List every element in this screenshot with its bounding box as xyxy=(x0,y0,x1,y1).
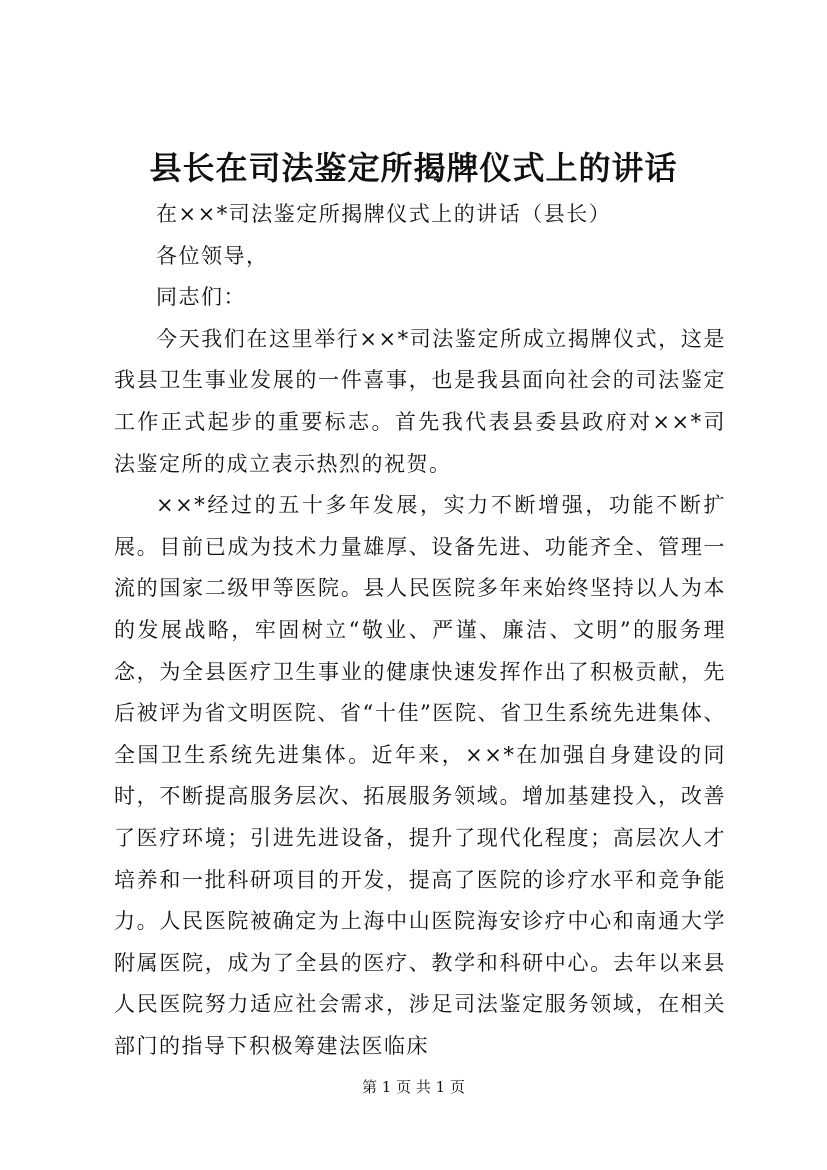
page-number-footer: 第 1 页 共 1 页 xyxy=(362,1078,465,1096)
document-body xyxy=(114,194,726,1067)
paragraph-heading-line: 在××*司法鉴定所揭牌仪式上的讲话（县长） xyxy=(156,202,612,226)
paragraph-salutation-2: 同志们： xyxy=(156,285,246,310)
paragraph-salutation-1: 各位领导， xyxy=(156,243,269,268)
document-title: 县长在司法鉴定所揭牌仪式上的讲话 xyxy=(149,149,678,187)
paragraph-hospital-history: ××*经过的五十多年发展，实力不断增强，功能不断扩展。目前已成为技术力量雄厚、设备先进、功能齐全、管理一流的国家二级甲等医院。县人民医院多年来始终坚持以人为本的发展战略，牢固树立“敬业、严谨、廉洁、文明”的服务理念，为全县医疗卫生事业的健康快速发挥作出了积极贡献，先后被评为省文明医院、省“十佳”医院、省卫生系统先进集体、全国卫生系统先进集体。近年来，××*在加强自身建设的同时，不断提高服务层次、拓展服务领域。增加基建投入，改善了医疗环境；引进先进设备，提升了现代化程度；高层次人才培养和一批科研项目的开发，提高了医院的诊疗水平和竞争能力。人民医院被确定为上海中山医院海安诊疗中心和南通大学附属医院，成为了全县的医疗、教学和科研中心。去年以来县人民医院努力适应社会需求，涉足司法鉴定服务领域，在相关部门的指导下积极筹建法医临床 xyxy=(114,493,726,1058)
paragraph-opening: 今天我们在这里举行××*司法鉴定所成立揭牌仪式，这是我县卫生事业发展的一件喜事，也是我县面向社会的司法鉴定工作正式起步的重要标志。首先我代表县委县政府对××*司法鉴定所的成立表示热烈的祝贺。 xyxy=(114,326,726,476)
